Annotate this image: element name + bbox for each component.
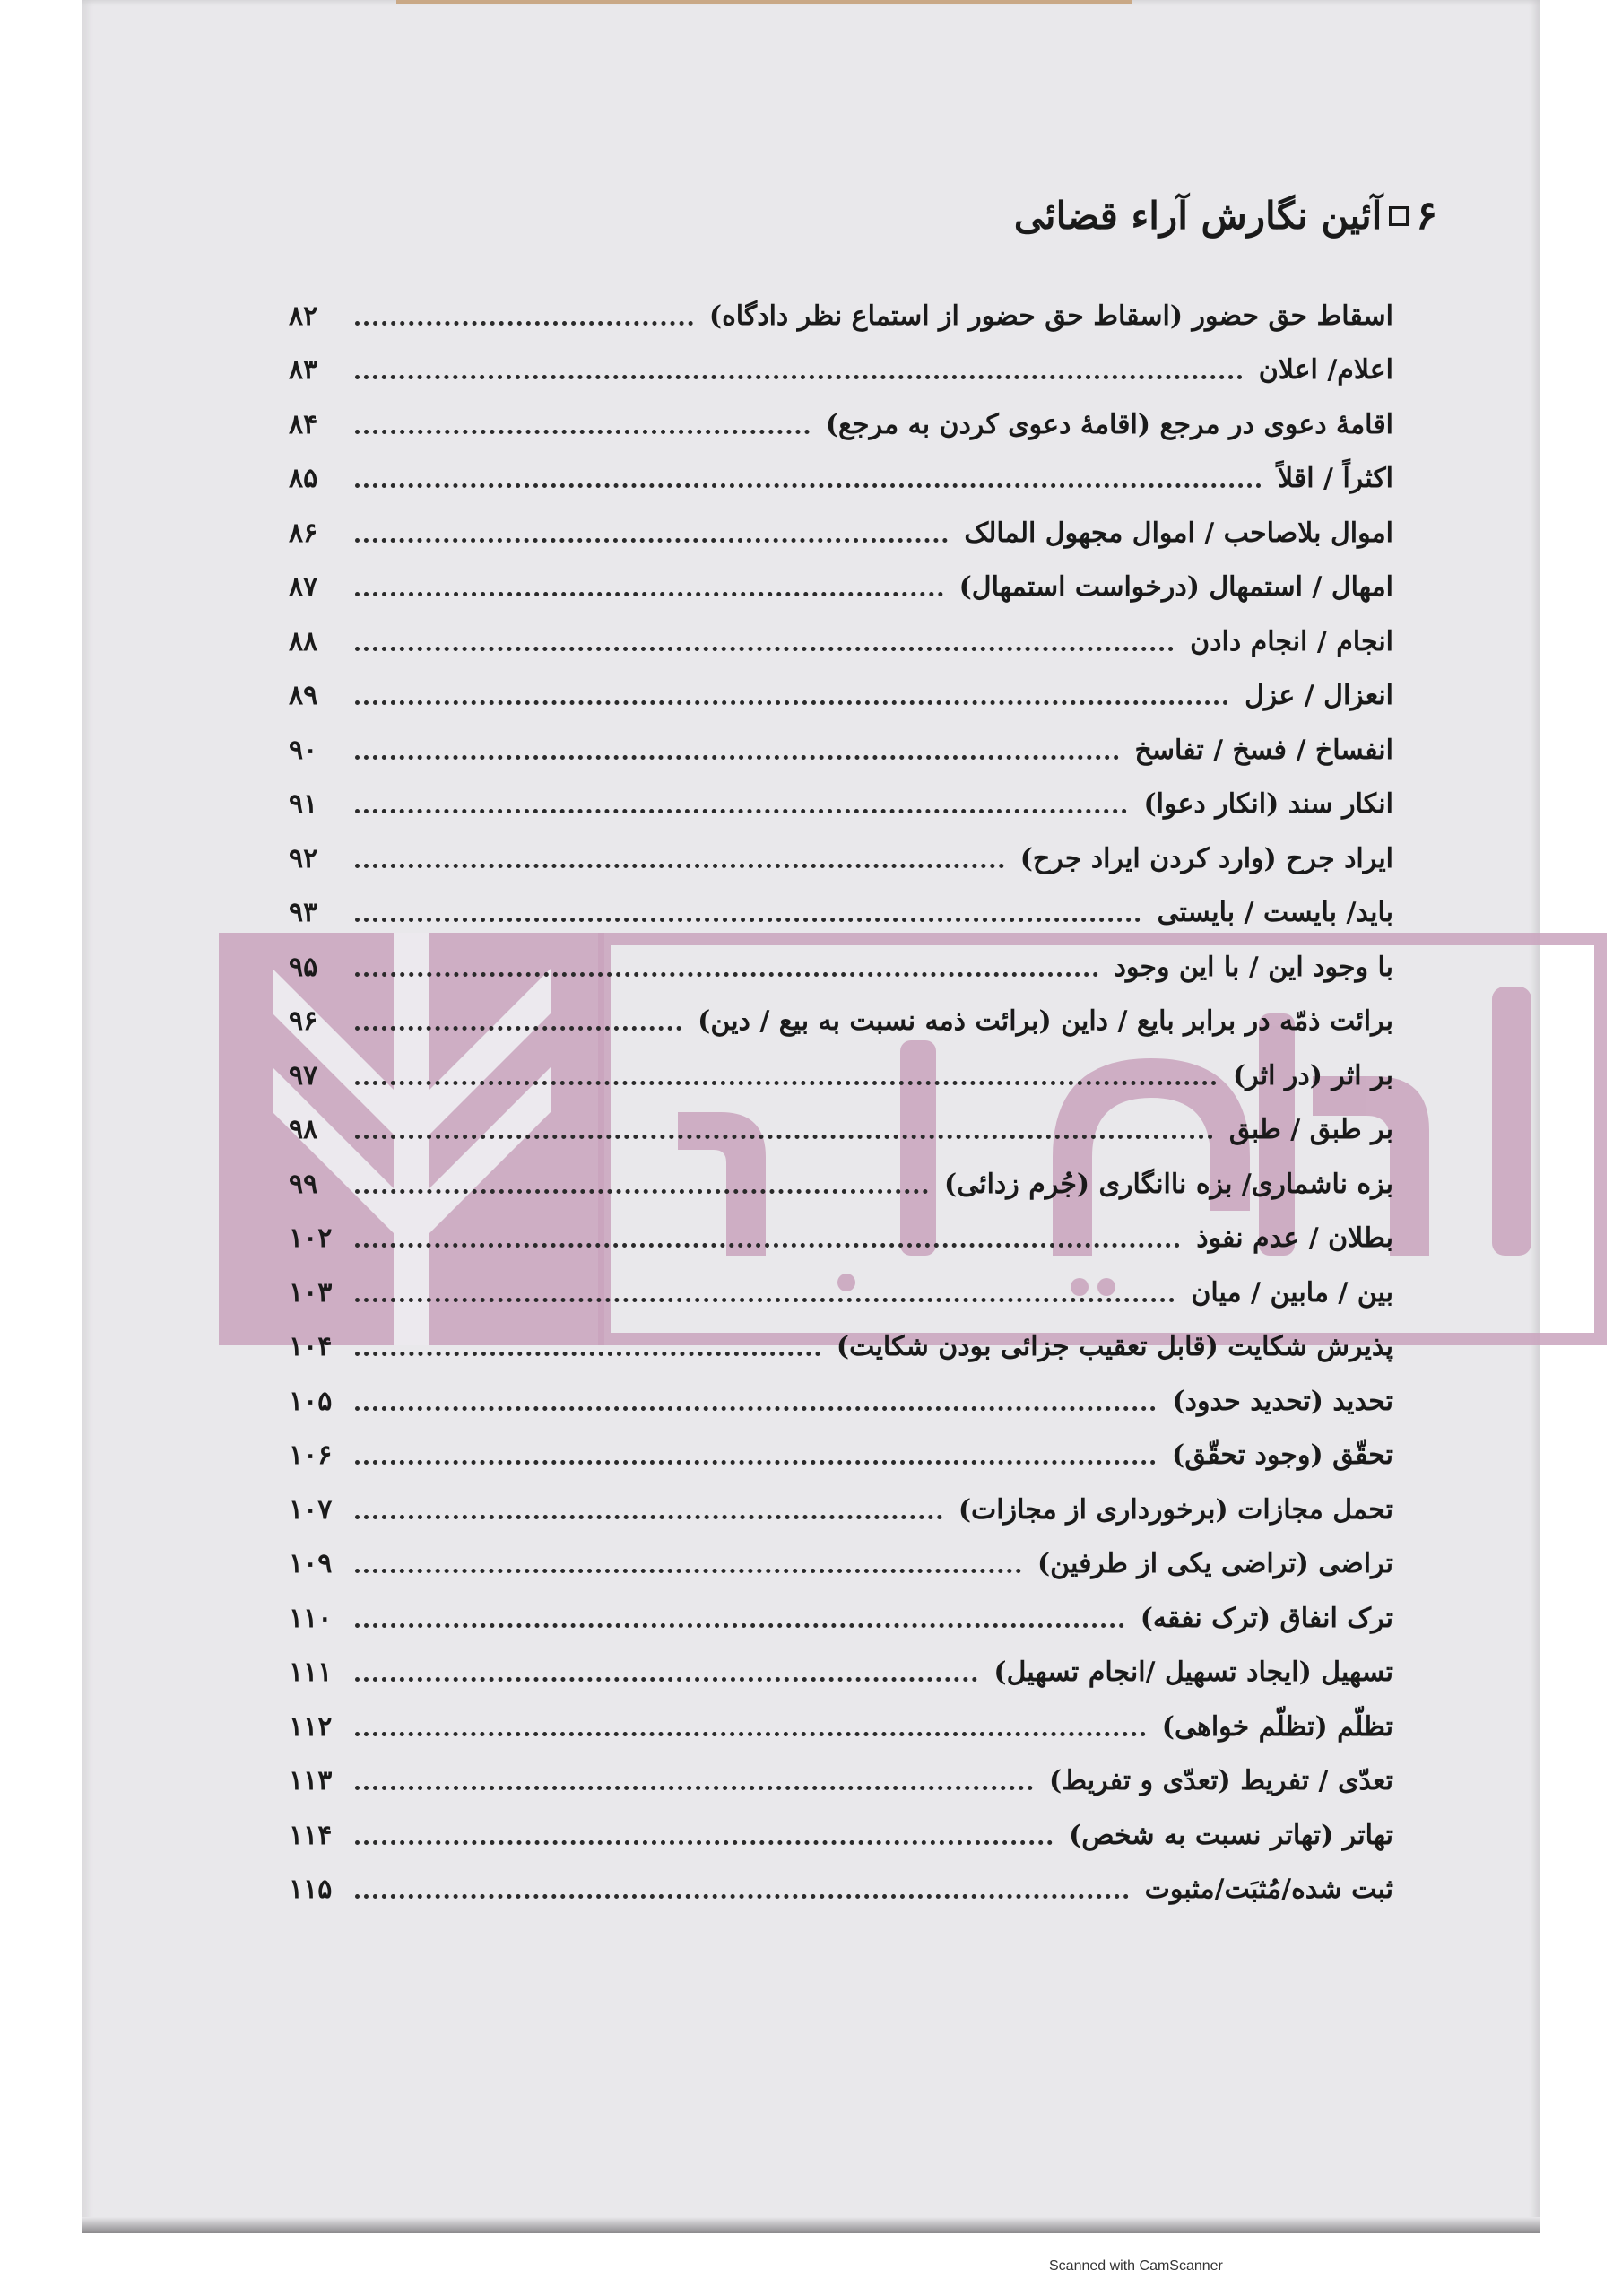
toc-entry-page-number: ۸۵: [289, 463, 318, 495]
toc-dot-leader: [355, 864, 1004, 868]
toc-entry-title: بین / مابین / میان: [1191, 1276, 1393, 1309]
toc-dot-leader: [355, 483, 1262, 488]
toc-entry-title: اعلام/ اعلان: [1258, 354, 1393, 387]
toc-dot-leader: [355, 1623, 1124, 1628]
toc-entry: [289, 1429, 1393, 1483]
toc-entry-page-number: ۹۵: [289, 951, 318, 983]
toc-entry-title: انعزال / عزل: [1245, 680, 1393, 712]
toc-dot-leader: [355, 1786, 1033, 1790]
scan-footer-label: Scanned with CamScanner: [1049, 2258, 1223, 2274]
toc-entry-title: اسقاط حق حضور (اسقاط حق حضور از استماع نظر دادگاه): [708, 300, 1393, 332]
toc-dot-leader: [355, 538, 948, 543]
toc-dot-leader: [355, 1515, 942, 1519]
toc-entry-page-number: ۱۰۹: [289, 1548, 333, 1580]
toc-entry: [289, 1157, 1393, 1212]
toc-entry: [289, 778, 1393, 832]
toc-entry-page-number: ۸۶: [289, 517, 318, 549]
header-square-icon: [1389, 206, 1409, 226]
toc-entry-page-number: ۱۱۳: [289, 1765, 333, 1797]
toc-entry-title: با وجود این / با این وجود: [1114, 951, 1393, 983]
header-page-number: ۶: [1416, 193, 1437, 239]
toc-entry: [289, 1374, 1393, 1429]
toc-entry: [289, 723, 1393, 778]
toc-dot-leader: [355, 1298, 1175, 1302]
toc-entry-title: تعدّی / تفریط (تعدّی و تفریط): [1049, 1765, 1393, 1797]
toc-dot-leader: [355, 972, 1098, 977]
toc-entry: [289, 1537, 1393, 1592]
toc-entry-title: تراضی (تراضی یکی از طرفین): [1037, 1548, 1393, 1580]
toc-entry: [289, 614, 1393, 669]
toc-entry-title: ثبت شده/مُثبَت/مثبوت: [1144, 1874, 1393, 1906]
toc-entry-title: باید/ بایست / بایستی: [1157, 897, 1393, 929]
toc-entry-title: تحمل مجازات (برخورداری از مجازات): [958, 1493, 1393, 1526]
toc-dot-leader: [355, 1732, 1146, 1736]
toc-entry-page-number: ۹۱: [289, 788, 318, 821]
toc-entry-page-number: ۹۸: [289, 1114, 318, 1146]
toc-dot-leader: [355, 918, 1141, 922]
toc-entry: [289, 886, 1393, 941]
toc-entry-page-number: ۸۹: [289, 680, 318, 712]
toc-entry-page-number: ۱۰۶: [289, 1439, 333, 1472]
toc-entry: [289, 995, 1393, 1049]
page-bottom-edge: [82, 2217, 1540, 2233]
toc-entry-page-number: ۹۷: [289, 1059, 318, 1091]
toc-dot-leader: [355, 1135, 1213, 1139]
toc-dot-leader: [355, 1026, 681, 1031]
toc-entry-title: بطلان / عدم نفوذ: [1196, 1222, 1393, 1255]
toc-entry-page-number: ۱۱۲: [289, 1710, 333, 1743]
toc-entry: [289, 397, 1393, 452]
toc-dot-leader: [355, 1189, 928, 1194]
toc-entry-page-number: ۱۱۰: [289, 1602, 333, 1634]
toc-entry: [289, 1591, 1393, 1646]
toc-entry-page-number: ۱۰۳: [289, 1276, 333, 1309]
toc-entry-title: تسهیل (ایجاد تسهیل /انجام تسهیل): [993, 1657, 1393, 1689]
page-top-edge: [396, 0, 1132, 4]
toc-entry: [289, 1646, 1393, 1700]
table-of-contents: [289, 289, 1393, 1917]
toc-entry-page-number: ۱۰۷: [289, 1493, 333, 1526]
toc-dot-leader: [355, 647, 1174, 651]
toc-dot-leader: [355, 700, 1228, 705]
toc-entry-title: انجام / انجام دادن: [1190, 625, 1393, 657]
toc-entry-title: امهال / استمهال (درخواست استمهال): [958, 571, 1393, 604]
toc-entry-page-number: ۹۰: [289, 734, 318, 766]
toc-entry-title: تحدید (تحدید حدود): [1172, 1385, 1393, 1417]
toc-entry: [289, 1754, 1393, 1809]
toc-dot-leader: [355, 1243, 1180, 1248]
header-title: آئین نگارش آراء قضائی: [1013, 194, 1383, 238]
toc-entry-page-number: ۹۹: [289, 1168, 318, 1200]
toc-entry-title: اموال بلاصاحب / اموال مجهول المالک: [964, 517, 1393, 549]
toc-dot-leader: [355, 1569, 1021, 1573]
toc-entry: [289, 452, 1393, 507]
toc-entry: [289, 506, 1393, 561]
toc-entry-page-number: ۱۱۱: [289, 1657, 333, 1689]
toc-entry-title: تهاتر (تهاتر نسبت به شخص): [1069, 1819, 1393, 1851]
toc-entry-title: پذیرش شکایت (قابل تعقیب جزائی بودن شکایت): [836, 1331, 1393, 1363]
toc-dot-leader: [355, 809, 1127, 813]
toc-entry-page-number: ۱۰۴: [289, 1331, 333, 1363]
toc-dot-leader: [355, 1894, 1129, 1899]
toc-entry: [289, 1320, 1393, 1375]
toc-entry: [289, 1103, 1393, 1158]
toc-entry: [289, 1265, 1393, 1320]
toc-dot-leader: [355, 1081, 1217, 1085]
toc-entry-title: ترک انفاق (ترک نفقه): [1140, 1602, 1393, 1634]
toc-entry: [289, 1700, 1393, 1754]
toc-dot-leader: [355, 1460, 1156, 1465]
toc-entry-page-number: ۸۲: [289, 300, 318, 332]
toc-entry-page-number: ۸۴: [289, 408, 318, 440]
toc-entry-page-number: ۱۰۲: [289, 1222, 333, 1255]
toc-dot-leader: [355, 755, 1119, 760]
toc-entry-page-number: ۱۰۵: [289, 1385, 333, 1417]
toc-entry-title: اقامۀ دعوی در مرجع (اقامۀ دعوی کردن به مرجع): [825, 408, 1393, 440]
toc-dot-leader: [355, 1406, 1156, 1411]
toc-dot-leader: [355, 430, 810, 434]
toc-entry: [289, 831, 1393, 886]
toc-entry-title: برائت ذمّه در برابر بایع / داین (برائت ذمه نسبت به بیع / دین): [698, 1005, 1393, 1038]
toc-entry: [289, 940, 1393, 995]
toc-entry-page-number: ۹۲: [289, 842, 318, 874]
toc-entry-title: بر طبق / طبق: [1228, 1114, 1393, 1146]
toc-entry-page-number: ۸۸: [289, 625, 318, 657]
toc-entry: [289, 1863, 1393, 1918]
toc-dot-leader: [355, 1840, 1053, 1845]
toc-dot-leader: [355, 1352, 820, 1356]
toc-entry-page-number: ۸۷: [289, 571, 318, 604]
toc-entry-page-number: ۸۳: [289, 354, 318, 387]
toc-entry-title: بر اثر (در اثر): [1233, 1059, 1393, 1091]
toc-dot-leader: [355, 592, 943, 596]
toc-entry: [289, 1212, 1393, 1266]
toc-entry: [289, 1483, 1393, 1537]
toc-entry-title: اکثراً / اقلاً: [1278, 463, 1393, 495]
toc-entry-title: تظلّم (تظلّم خواهی): [1161, 1710, 1393, 1743]
toc-entry-title: انکار سند (انکار دعوا): [1143, 788, 1393, 821]
toc-entry-title: تحقّق (وجود تحقّق): [1172, 1439, 1393, 1472]
toc-dot-leader: [355, 375, 1243, 379]
toc-entry: [289, 561, 1393, 615]
toc-entry-page-number: ۱۱۴: [289, 1819, 333, 1851]
toc-dot-leader: [355, 1677, 977, 1682]
toc-entry-title: ایراد جرح (وارد کردن ایراد جرح): [1019, 842, 1393, 874]
toc-entry: [289, 344, 1393, 398]
toc-entry: [289, 669, 1393, 724]
toc-entry-title: انفساخ / فسخ / تفاسخ: [1134, 734, 1393, 766]
book-page: [82, 0, 1540, 2233]
toc-entry-page-number: ۹۶: [289, 1005, 318, 1038]
toc-entry-page-number: ۹۳: [289, 897, 318, 929]
toc-entry: [289, 1048, 1393, 1103]
toc-entry: [289, 289, 1393, 344]
toc-dot-leader: [355, 321, 693, 326]
toc-entry: [289, 1808, 1393, 1863]
toc-entry-page-number: ۱۱۵: [289, 1874, 333, 1906]
page-header: [1014, 193, 1437, 239]
toc-entry-title: بزه ناشماری/ بزه ناانگاری (جُرم زدائی): [944, 1168, 1393, 1200]
